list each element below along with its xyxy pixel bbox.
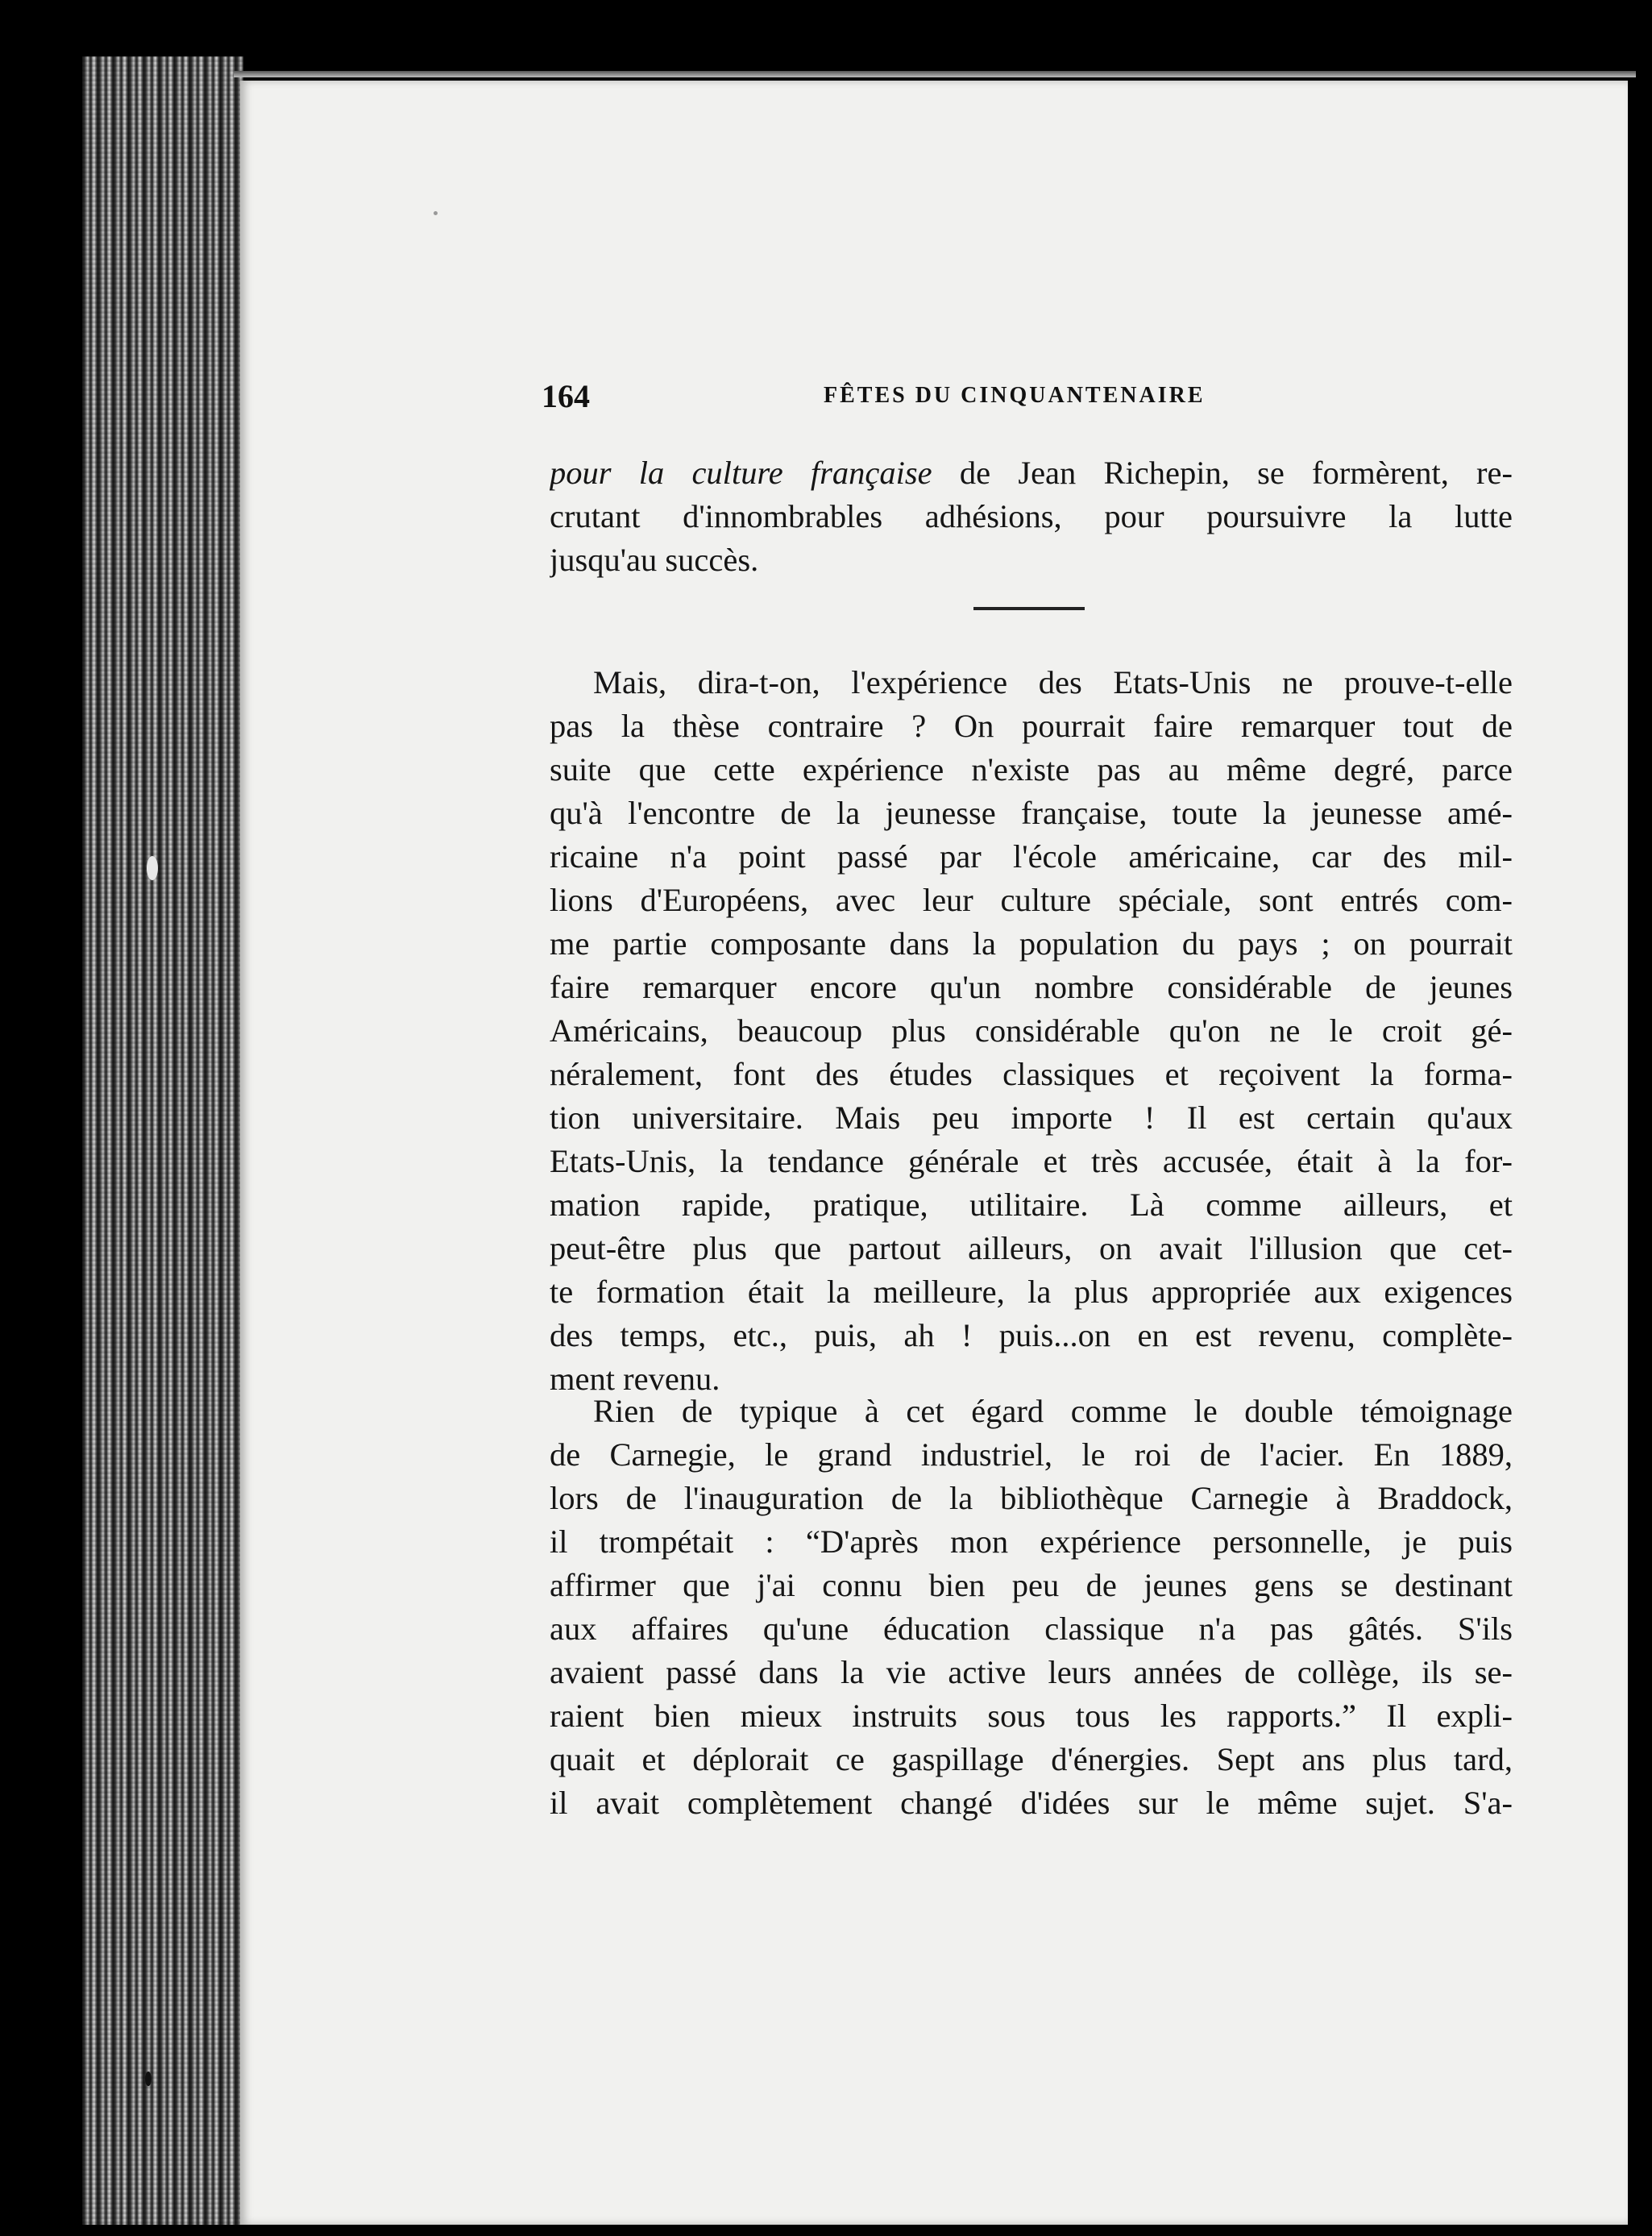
text-line-rest: de Jean Richepin, se formèrent, re- <box>932 455 1513 491</box>
text-line: Américains, beaucoup plus considérable qu'on ne le croit gé- <box>550 1012 1513 1049</box>
text-line: ment revenu. <box>550 1361 720 1397</box>
text-line: Mais, dira-t-on, l'expérience des Etats-Unis ne prouve-t-elle <box>593 664 1513 700</box>
text-line: raient bien mieux instruits sous tous les rapports.” Il expli- <box>550 1698 1513 1734</box>
text-line: Etats-Unis, la tendance générale et très accusée, était à la for- <box>550 1143 1513 1179</box>
text-line: lors de l'inauguration de la bibliothèque Carnegie à Braddock, <box>550 1480 1513 1516</box>
text-line: il trompétait : “D'après mon expérience personnelle, je puis <box>550 1523 1513 1560</box>
paragraph-1 <box>550 451 1513 582</box>
text-line: quait et déplorait ce gaspillage d'énergies. Sept ans plus tard, <box>550 1741 1513 1777</box>
book-top-edge <box>234 71 1636 77</box>
text-line: qu'à l'encontre de la jeunesse française, toute la jeunesse amé- <box>550 795 1513 831</box>
text-line: Rien de typique à cet égard comme le double témoignage <box>593 1393 1513 1429</box>
text-line: te formation était la meilleure, la plus appropriée aux exigences <box>550 1274 1513 1310</box>
scan-speck <box>145 2072 152 2086</box>
text-line: crutant d'innombrables adhésions, pour poursuivre la lutte <box>550 498 1513 534</box>
text-line: ricaine n'a point passé par l'école américaine, car des mil- <box>550 838 1513 875</box>
running-head: FÊTES DU CINQUANTENAIRE <box>824 383 1206 408</box>
text-line: de Carnegie, le grand industriel, le roi de l'acier. En 1889, <box>550 1436 1513 1473</box>
italic-title: pour la culture française <box>550 455 932 491</box>
text-line: des temps, etc., puis, ah ! puis...on en est revenu, complète- <box>550 1317 1513 1353</box>
text-line: avaient passé dans la vie active leurs années de collège, ils se- <box>550 1654 1513 1690</box>
text-line: jusqu'au succès. <box>550 542 759 578</box>
text-line: pas la thèse contraire ? On pourrait faire remarquer tout de <box>550 708 1513 744</box>
text-line: il avait complètement changé d'idées sur le même sujet. S'a- <box>550 1785 1513 1821</box>
text-line: néralement, font des études classiques et reçoivent la forma- <box>550 1056 1513 1092</box>
section-divider-rule <box>973 607 1085 610</box>
book-page-edges <box>82 56 243 2225</box>
page-body <box>550 451 1513 1821</box>
text-line: aux affaires qu'une éducation classique n'a pas gâtés. S'ils <box>550 1611 1513 1647</box>
text-line: tion universitaire. Mais peu importe ! Il est certain qu'aux <box>550 1099 1513 1136</box>
text-line: peut-être plus que partout ailleurs, on avait l'illusion que cet- <box>550 1230 1513 1266</box>
paragraph-2 <box>550 661 1513 1401</box>
text-line: affirmer que j'ai connu bien peu de jeunes gens se destinant <box>550 1567 1513 1603</box>
paragraph-3 <box>550 1390 1513 1825</box>
text-line <box>550 451 1513 495</box>
text-line: me partie composante dans la population du pays ; on pourrait <box>550 925 1513 962</box>
page-number: 164 <box>542 378 590 414</box>
scan-speck <box>147 856 158 880</box>
text-line: lions d'Européens, avec leur culture spéciale, sont entrés com- <box>550 882 1513 918</box>
text-line: mation rapide, pratique, utilitaire. Là comme ailleurs, et <box>550 1187 1513 1223</box>
text-line: faire remarquer encore qu'un nombre considérable de jeunes <box>550 969 1513 1005</box>
scan-speck <box>434 211 438 215</box>
text-line: suite que cette expérience n'existe pas au même degré, parce <box>550 751 1513 788</box>
